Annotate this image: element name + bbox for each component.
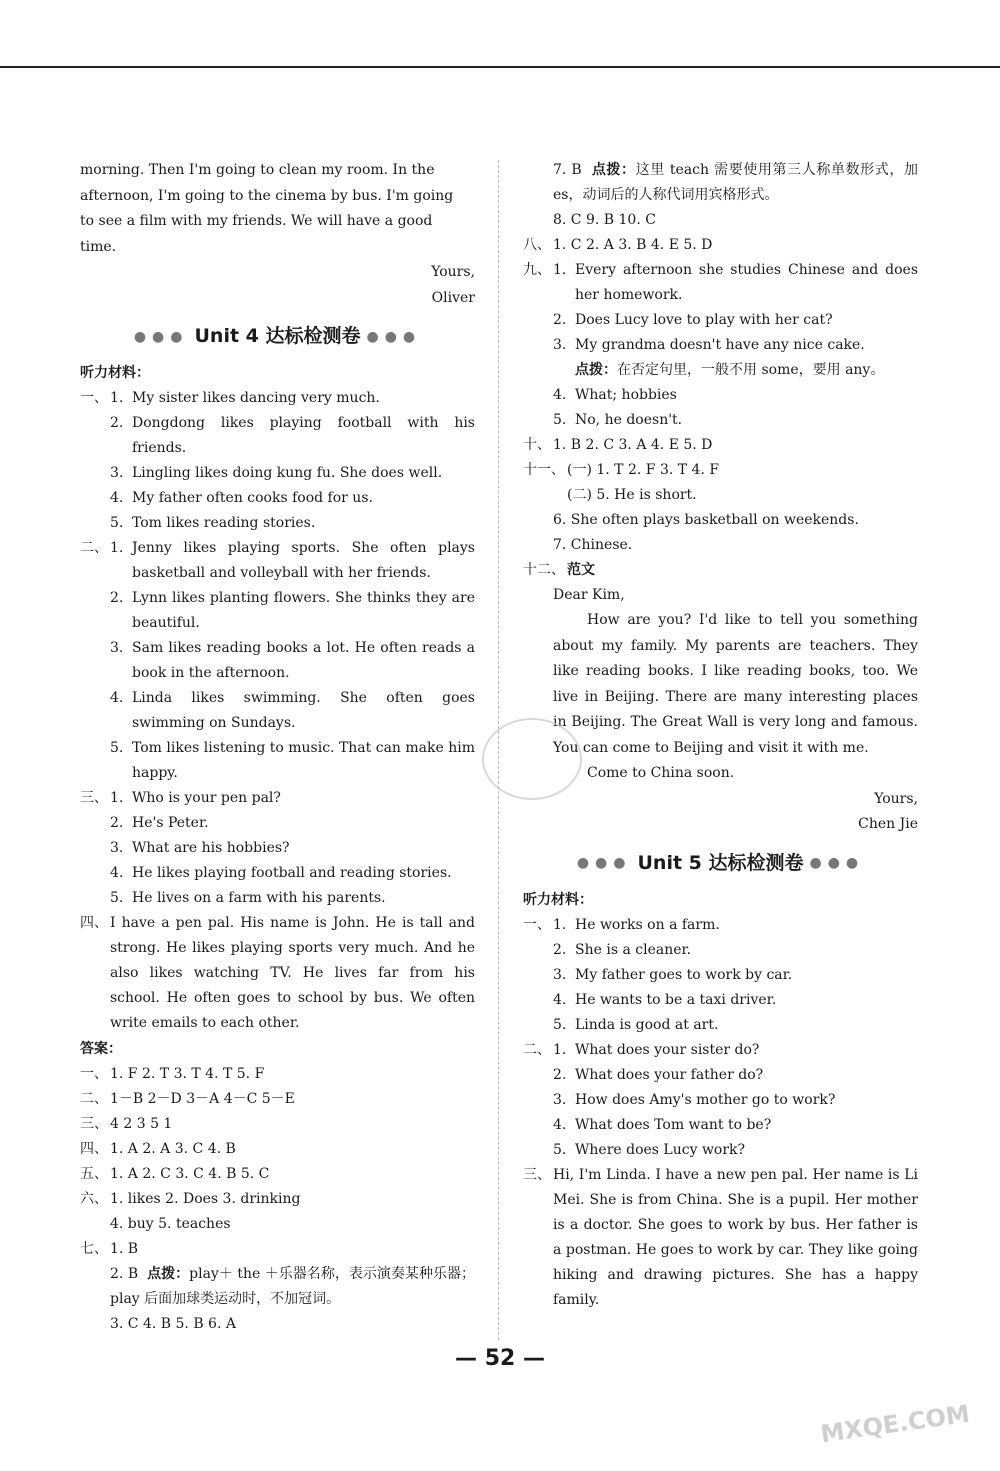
list-item: 三、 1. Who is your pen pal? <box>80 790 281 806</box>
hint-label: 点拨： <box>575 362 617 378</box>
answer-row: 一、 1. F 2. T 3. T 4. T 5. F <box>80 1066 265 1082</box>
list-item: 4. What does Tom want to be? <box>553 1116 772 1133</box>
list-item: 2. He's Peter. <box>110 815 209 831</box>
answer-row: 十一、 (一) 1. T 2. F 3. T 4. F <box>523 462 720 478</box>
list-item: 3. Lingling likes doing kung fu. She does well. <box>110 465 443 481</box>
passage: 四、 I have a pen pal. His name is John. He is tall and strong. He likes playing sports very much. And he also likes watching TV. He lives far from his school. He often goes to school by bus. We often write emails to each other. <box>80 915 475 1031</box>
listening-label: 听力材料： <box>523 891 593 908</box>
list-item: 4. He likes playing football and reading stories. <box>110 865 452 881</box>
answer-row: 十、 1. B 2. C 3. A 4. E 5. D <box>523 437 713 453</box>
decor-dots-icon: ●●● <box>576 855 632 871</box>
list-item: 4. He wants to be a taxi driver. <box>553 991 777 1008</box>
list-item: 5. Tom likes reading stories. <box>110 515 316 531</box>
list-item: 2. Does Lucy love to play with her cat? <box>553 312 833 328</box>
top-rule <box>0 66 1000 68</box>
hint-row: 点拨：在否定句里，一般不用 some，要用 any。 <box>575 362 885 378</box>
unit4-title <box>80 321 475 348</box>
answer-row: 6. She often plays basketball on weekends. <box>553 512 859 528</box>
answer-row: 7. Chinese. <box>553 537 633 553</box>
list-item: 5. Tom likes listening to music. That can make him happy. <box>110 740 475 781</box>
watermark: MXQE.COM <box>818 1399 972 1449</box>
answer-row: (二) 5. He is short. <box>567 487 697 503</box>
list-item: 2. She is a cleaner. <box>553 941 692 958</box>
essay-body: How are you? I'd like to tell you something about my family. My parents are teachers. They like reading books. I like reading books, too. We live in Beijing. There are many interesting places in Beijing. The Great Wall is very long and famous. You can come to Beijing and visit it with me. <box>553 612 918 756</box>
unit5-title-text: Unit 5 达标检测卷 <box>637 851 804 874</box>
hint-label: 点拨： <box>147 1266 190 1282</box>
answer-row: 三、 4 2 3 5 1 <box>80 1116 173 1132</box>
answer-row: 六、 1. likes 2. Does 3. drinking <box>80 1191 301 1207</box>
list-item: 4. What; hobbies <box>553 387 677 403</box>
right-column <box>523 158 918 1313</box>
list-item: 2. Dongdong likes playing football with his friends. <box>110 415 475 456</box>
list-item: 3. My father goes to work by car. <box>553 966 793 983</box>
answer-row: 3. C 4. B 5. B 6. A <box>110 1316 236 1332</box>
essay-heading: 十二、 范文 <box>523 562 595 578</box>
list-item: 一、 1. My sister likes dancing very much. <box>80 390 380 406</box>
list-item: 2. What does your father do? <box>553 1066 764 1083</box>
list-item: 5. Where does Lucy work? <box>553 1141 746 1158</box>
passage: 三、 Hi, I'm Linda. I have a new pen pal. Her name is Li Mei. She is from China. She is a pupil. Her mother is a doctor. She goes to work by bus. Her father is a postman. He goes to work by car. They like going hiking and drawing pictures. She has a happy family. <box>523 1166 918 1308</box>
list-item: 二、 1. Jenny likes playing sports. She often plays basketball and volleyball with her friends. <box>80 540 475 581</box>
list-item: 5. He lives on a farm with his parents. <box>110 890 386 906</box>
answer-row: 五、 1. A 2. C 3. C 4. B 5. C <box>80 1166 270 1182</box>
left-column <box>80 158 475 1337</box>
letter-line: to see a film with my friends. We will have a good <box>80 213 433 229</box>
letter-closing: Yours, <box>431 264 475 280</box>
list-item: 2. Lynn likes planting flowers. She thinks they are beautiful. <box>110 590 475 631</box>
letter-line: afternoon, I'm going to the cinema by bus. I'm going <box>80 187 454 204</box>
letter-line: time. <box>80 238 117 255</box>
list-item: 3. My grandma doesn't have any nice cake. <box>553 337 865 353</box>
essay-closing-line: Come to China soon. <box>587 765 735 781</box>
list-item: 一、 1. He works on a farm. <box>523 916 720 933</box>
answers-label: 答案： <box>80 1041 122 1057</box>
letter-signature: Oliver <box>431 289 475 306</box>
list-item: 3. How does Amy's mother go to work? <box>553 1091 836 1108</box>
decor-dots-icon: ●●● <box>366 328 422 345</box>
list-item: 3. What are his hobbies? <box>110 840 290 856</box>
page-number: — 52 — <box>455 1346 545 1371</box>
essay-closing: Yours, <box>874 790 918 807</box>
answer-row: 八、 1. C 2. A 3. B 4. E 5. D <box>523 237 713 253</box>
list-item: 3. Sam likes reading books a lot. He often reads a book in the afternoon. <box>110 640 475 681</box>
answer-row: 四、 1. A 2. A 3. C 4. B <box>80 1141 236 1157</box>
decor-dots-icon: ●●● <box>133 328 189 345</box>
list-item: 九、 1. Every afternoon she studies Chinese and does her homework. <box>523 262 918 303</box>
list-item: 4. My father often cooks food for us. <box>110 490 373 506</box>
answer-row: 七、 1. B <box>80 1241 139 1257</box>
unit4-title-text: Unit 4 达标检测卷 <box>194 325 361 347</box>
answer-row: 4. buy 5. teaches <box>110 1216 231 1232</box>
answer-row: 7. B 点拨：这里 teach 需要使用第三人称单数形式，加 es，动词后的人称代词用宾格形式。 <box>553 162 918 203</box>
listening-label: 听力材料： <box>80 365 150 381</box>
list-item: 5. Linda is good at art. <box>553 1016 719 1033</box>
letter-line: morning. Then I'm going to clean my room. In the <box>80 162 435 178</box>
list-item: 5. No, he doesn't. <box>553 412 683 428</box>
answer-row: 8. C 9. B 10. C <box>553 212 656 228</box>
decor-dots-icon: ●●● <box>809 855 865 871</box>
essay-signature: Chen Jie <box>858 816 918 832</box>
answer-row: 二、 1－B 2－D 3－A 4－C 5－E <box>80 1091 295 1107</box>
essay-greeting: Dear Kim, <box>553 587 625 603</box>
list-item: 4. Linda likes swimming. She often goes swimming on Sundays. <box>110 690 475 731</box>
hint-label: 点拨： <box>591 162 636 178</box>
stamp-icon <box>482 718 582 800</box>
list-item: 二、 1. What does your sister do? <box>523 1041 760 1058</box>
answer-row: 2. B 点拨：play＋ the ＋乐器名称，表示演奏某种乐器；play 后面加球类运动时，不加冠词。 <box>110 1266 476 1307</box>
unit5-title <box>523 848 918 875</box>
